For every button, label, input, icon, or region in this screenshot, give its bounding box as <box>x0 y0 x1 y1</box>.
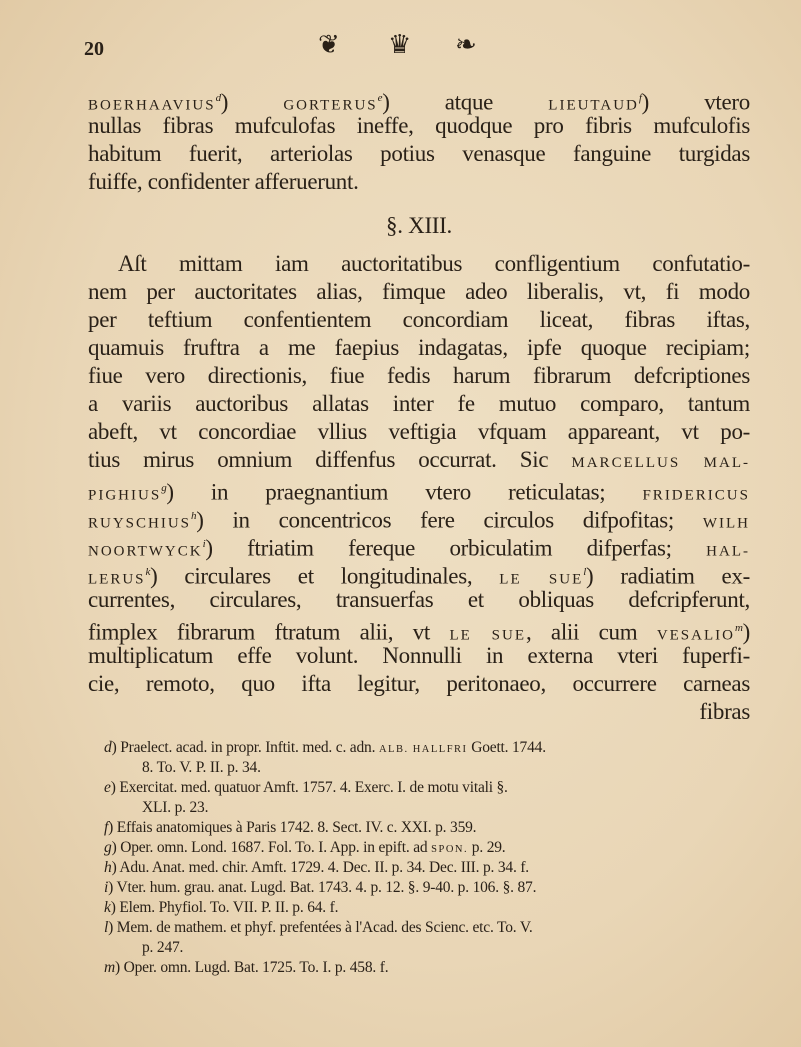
text-run: currentes, circulares, transuerfas et obliquas defcripferunt, <box>88 587 750 612</box>
footnote-marker: f <box>638 92 642 104</box>
text-run: fuiffe, confidenter afferuerunt. <box>88 169 359 194</box>
text-run: ) in praegnantium vtero reticulatas; <box>166 479 643 505</box>
text-run: nullas fibras mufculofas ineffe, quodque pro fibris mufculofis <box>88 113 750 138</box>
text-run: ) Praelect. acad. in propr. Inftit. med. c. adn. <box>111 739 379 756</box>
text-line <box>88 140 750 168</box>
text-line <box>88 586 750 614</box>
author-name: PIGHIUS <box>88 487 162 504</box>
text-run: per teftium confentientem concordiam liceat, fibras iftas, <box>88 307 750 332</box>
footnote-letter: e <box>104 779 111 796</box>
text-run: habitum fuerit, arteriolas potius venasque fanguine turgidas <box>88 141 750 166</box>
text-run: ) Mem. de mathem. et phyf. prefentées à l'Acad. des Scienc. etc. To. V. <box>108 919 533 936</box>
text-run: ) <box>742 619 750 645</box>
footnote-line <box>104 878 750 898</box>
text-run: ) Effais anatomiques à Paris 1742. 8. Sect. IV. c. XXI. p. 359. <box>108 819 477 836</box>
footnote-letter: g <box>104 839 112 856</box>
footnote-line <box>104 898 750 918</box>
author-name: ALB. HALLFRI <box>378 744 468 755</box>
text-line <box>88 278 750 306</box>
text-line <box>118 250 750 278</box>
footnote-line <box>104 958 750 978</box>
text-line <box>88 642 750 670</box>
text-line <box>88 698 750 726</box>
text-run: p. 247. <box>142 939 184 956</box>
author-name: FRIDERICUS <box>642 487 750 504</box>
footnote-line <box>104 838 750 860</box>
text-run: ) radiatim ex- <box>586 563 750 589</box>
text-run: ) atque <box>382 89 549 115</box>
author-name: RUYSCHIUS <box>88 515 192 532</box>
text-run: ) <box>220 89 284 115</box>
footnote-letter: d <box>104 739 112 756</box>
text-line <box>88 446 750 477</box>
text-run: abeft, vt concordiae vllius veftigia vfquam appareant, vt po- <box>88 419 750 444</box>
text-run: ) Adu. Anat. med. chir. Amft. 1729. 4. Dec. II. p. 34. Dec. III. p. 34. f. <box>111 859 529 876</box>
footnote-line <box>104 818 750 838</box>
text-run: nem per auctoritates alias, fimque adeo liberalis, vt, fi modo <box>88 279 750 304</box>
text-line <box>88 418 750 446</box>
ornament-right-icon: ❧ <box>455 30 477 59</box>
author-name: LERUS <box>88 571 146 588</box>
text-line <box>88 112 750 140</box>
text-run: cie, remoto, quo ifta legitur, peritonaeo, occurrere carneas <box>88 671 750 696</box>
footnote-marker: l <box>583 566 586 578</box>
text-run: , alii cum <box>525 619 657 645</box>
text-run: ) ftriatim fereque orbiculatim difperfas; <box>205 535 707 561</box>
text-run: ) vtero <box>641 89 750 115</box>
text-run: ) Oper. omn. Lugd. Bat. 1725. To. I. p. 458. f. <box>115 959 389 976</box>
text-run: ) Exercitat. med. quatuor Amft. 1757. 4. Exerc. I. de motu vitali §. <box>110 779 508 796</box>
ornament-crown-icon: ♛ <box>388 30 412 59</box>
text-run: ) in concentricos fere circulos difpofitas; <box>196 507 703 533</box>
author-name: GORTERUS <box>283 97 378 114</box>
text-line <box>88 390 750 418</box>
footnote-line <box>104 918 750 938</box>
text-run: fimplex fibrarum ftratum alii, vt <box>88 619 450 645</box>
text-run: tius mirus omnium diffenfus occurrat. Sic <box>88 447 572 472</box>
author-name: MARCELLUS MAL- <box>571 455 750 471</box>
author-name: LIEUTAUD <box>548 97 639 114</box>
footnote-marker: m <box>734 622 743 634</box>
footnote-letter: k <box>104 899 111 916</box>
text-run: p. 29. <box>468 839 506 856</box>
footnote-line <box>142 758 788 778</box>
footnote-marker: h <box>191 510 197 522</box>
section-heading <box>88 212 750 240</box>
footnote-line <box>104 778 750 798</box>
author-name: HAL- <box>706 543 750 560</box>
footnote-marker: e <box>377 92 383 104</box>
text-run: ) Elem. Phyfiol. To. VII. P. II. p. 64. f. <box>110 899 339 916</box>
footnote-marker: d <box>215 92 221 104</box>
text-run: multiplicatum effe volunt. Nonnulli in externa vteri fuperfi- <box>88 643 750 668</box>
footnote-marker: k <box>145 566 151 578</box>
author-name: WILH <box>702 515 750 532</box>
author-name: LE SUE <box>449 627 526 644</box>
text-run: ) circulares et longitudinales, <box>150 563 500 589</box>
footnote-letter: m <box>104 959 115 976</box>
text-run: quamuis fruftra a me faepius indagatas, ipfe quoque recipiam; <box>88 335 750 360</box>
author-name: NOORTWYCK <box>88 543 203 560</box>
text-run: 8. To. V. P. II. p. 34. <box>142 759 261 776</box>
text-run: fiue vero directionis, fiue fedis harum fibrarum defcriptiones <box>88 363 750 388</box>
footnote-letter: h <box>104 859 112 876</box>
footnote-letter: f <box>104 819 109 836</box>
text-run: ) Oper. omn. Lond. 1687. Fol. To. I. App. in epift. ad <box>111 839 432 856</box>
ornament-left-icon: ❦ <box>318 30 340 59</box>
author-name: SPON. <box>431 844 469 855</box>
footnote-marker: g <box>161 482 167 494</box>
footnote-line <box>104 738 750 760</box>
text-run: ) Vter. hum. grau. anat. Lugd. Bat. 1743. 4. p. 12. §. 9-40. p. 106. §. 87. <box>108 879 537 896</box>
text-line <box>88 334 750 362</box>
text-line <box>88 362 750 390</box>
footnote-letter: i <box>104 879 109 896</box>
footnote-letter: l <box>104 919 109 936</box>
footnote-marker: i <box>202 538 206 550</box>
author-name: VESALIO <box>656 627 735 644</box>
author-name: BOERHAAVIUS <box>88 97 216 114</box>
text-line <box>88 306 750 334</box>
author-name: LE SUE <box>499 571 584 588</box>
text-run: Goett. 1744. <box>467 739 546 756</box>
text-run: a variis auctoribus allatas inter fe mutuo comparo, tantum <box>88 391 750 416</box>
footnote-line <box>142 798 788 818</box>
footnote-line <box>142 938 788 958</box>
text-run: Aſt mittam iam auctoritatibus confligentium confutatio- <box>118 251 750 276</box>
page-number: 20 <box>84 38 104 60</box>
text-run: XLI. p. 23. <box>142 799 209 816</box>
footnote-line <box>104 858 750 878</box>
text-run: fibras <box>699 699 750 724</box>
text-run: §. XIII. <box>386 213 452 238</box>
text-line <box>88 168 750 196</box>
text-line <box>88 670 750 698</box>
